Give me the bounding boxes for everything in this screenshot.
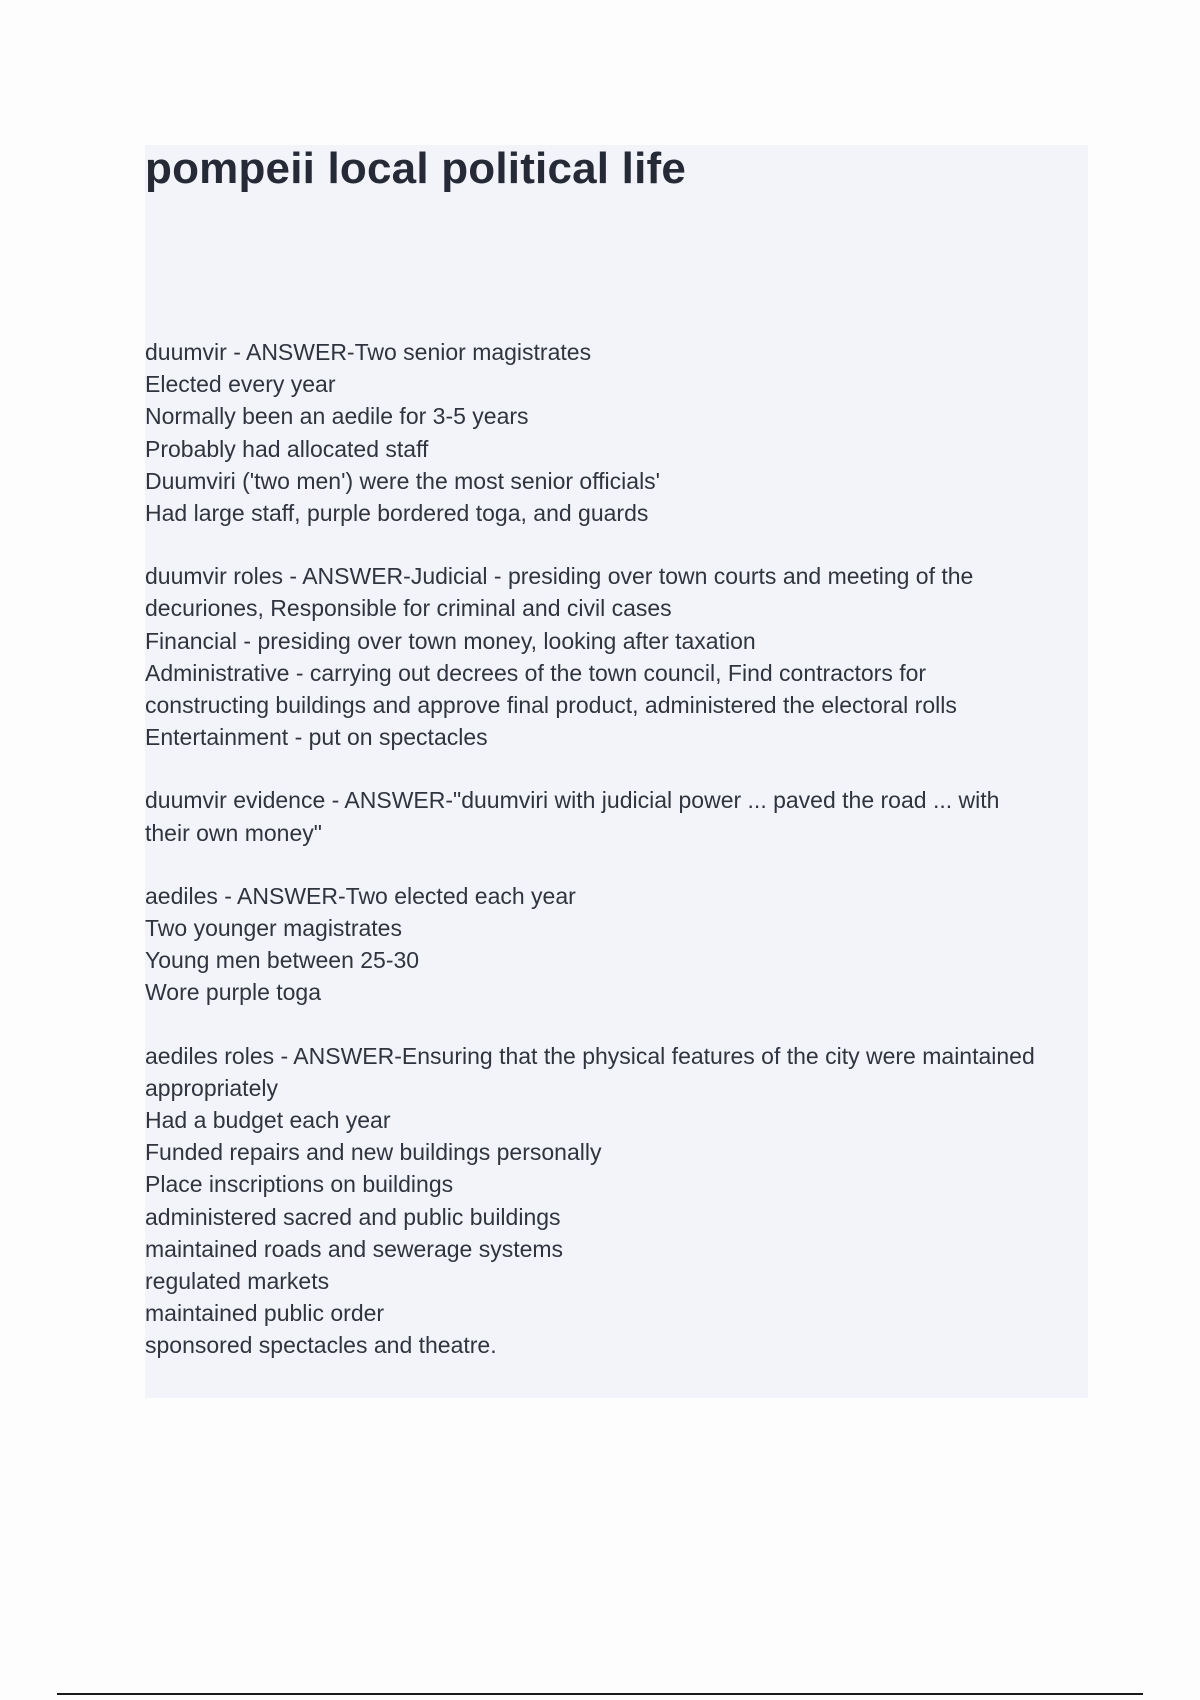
entry-line: Had a budget each year [145, 1107, 391, 1134]
footer-divider [57, 1693, 1143, 1695]
entry-line: maintained public order [145, 1300, 385, 1327]
entry-line: constructing buildings and approve final product, administered the electoral rolls [145, 692, 957, 719]
entry-line: their own money" [145, 819, 322, 846]
entry-line: Wore purple toga [145, 979, 322, 1006]
entry-line: regulated markets [145, 1268, 330, 1295]
entry-aediles-roles [145, 1040, 1095, 1362]
entry-line: duumvir - ANSWER-Two senior magistrates [145, 339, 592, 365]
entry-line: appropriately [145, 1074, 278, 1101]
entry-line: maintained roads and sewerage systems [145, 1235, 564, 1262]
entry-line: Had large staff, purple bordered toga, and guards [145, 500, 649, 527]
entry-line: Entertainment - put on spectacles [145, 724, 488, 751]
entry-line: duumvir roles - ANSWER-Judicial - presiding over town courts and meeting of the [145, 563, 974, 590]
document-body [145, 336, 1095, 1393]
entry-line: Normally been an aedile for 3-5 years [145, 403, 529, 430]
entry-line: Probably had allocated staff [145, 435, 429, 462]
entry-aediles [145, 880, 1095, 1009]
entry-line: aediles - ANSWER-Two elected each year [145, 882, 576, 909]
document-title: pompeii local political life [145, 144, 687, 193]
entry-line: Two younger magistrates [145, 915, 402, 942]
entry-line: decuriones, Responsible for criminal and civil cases [145, 595, 672, 622]
entry-line: duumvir evidence - ANSWER-"duumviri with judicial power ... paved the road ... with [145, 787, 1000, 814]
entry-duumvir-evidence [145, 784, 1095, 848]
entry-duumvir-roles [145, 560, 1095, 753]
entry-line: administered sacred and public buildings [145, 1203, 561, 1230]
entry-line: sponsored spectacles and theatre. [145, 1332, 497, 1359]
entry-line: aediles roles - ANSWER-Ensuring that the physical features of the city were maintained [145, 1042, 1035, 1069]
entry-line: Elected every year [145, 371, 336, 398]
entry-line: Young men between 25-30 [145, 947, 420, 974]
entry-line: Funded repairs and new buildings personally [145, 1139, 602, 1166]
entry-line: Duumviri ('two men') were the most senior officials' [145, 467, 661, 494]
entry-line: Financial - presiding over town money, looking after taxation [145, 627, 756, 654]
entry-line: Administrative - carrying out decrees of the town council, Find contractors for [145, 659, 927, 686]
entry-line: Place inscriptions on buildings [145, 1171, 454, 1198]
entry-duumvir [145, 336, 1095, 529]
